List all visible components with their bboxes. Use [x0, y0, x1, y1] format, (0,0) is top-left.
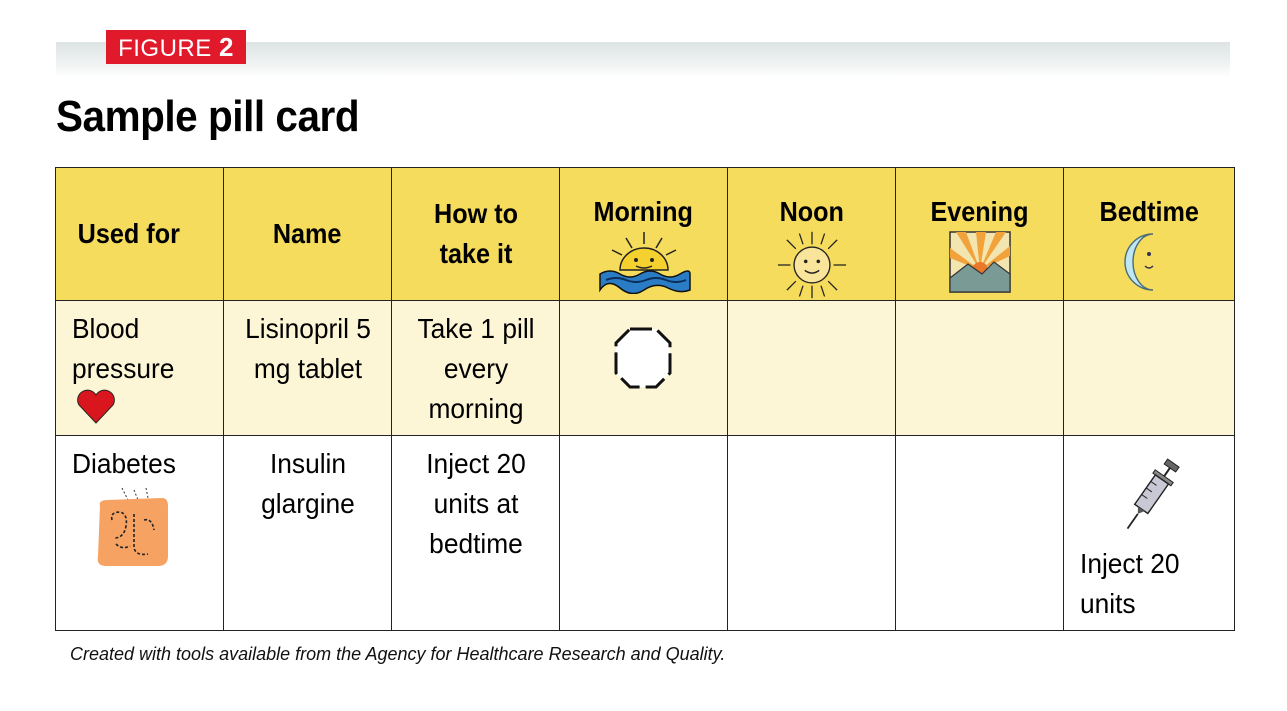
round-pill-icon [612, 325, 674, 391]
header-label: How to take it [433, 198, 518, 269]
header-how [392, 168, 560, 301]
cell-morning [560, 301, 728, 436]
cell-bedtime [1064, 436, 1235, 631]
medication-name: Insulin glargine [260, 448, 355, 519]
cell-noon [728, 436, 896, 631]
medication-name: Lisinopril 5 mg tablet [244, 313, 371, 384]
header-label: Morning [593, 196, 694, 227]
bedtime-text: Inject 20 units [1080, 548, 1180, 619]
used-for-text: Diabetes [72, 448, 176, 479]
figure-number: 2 [218, 32, 234, 62]
cell-name [224, 436, 392, 631]
used-for-text: Blood pressure [72, 313, 175, 384]
cell-name [224, 301, 392, 436]
header-evening [896, 168, 1064, 301]
table-row [56, 301, 1235, 436]
header-noon [728, 168, 896, 301]
cell-evening [896, 301, 1064, 436]
sunrise-icon [596, 230, 692, 294]
table-row [56, 436, 1235, 631]
instructions-text: Inject 20 units at bedtime [425, 448, 526, 559]
footnote: Created with tools available from the Agency for Healthcare Research and Quality. [70, 644, 726, 664]
heart-icon [76, 389, 116, 425]
figure-tag [106, 30, 246, 64]
header-used-for [56, 168, 224, 301]
pill-card-table [55, 167, 1235, 631]
header-label: Bedtime [1099, 196, 1199, 227]
header-label: Evening [930, 196, 1029, 227]
header-morning [560, 168, 728, 301]
cell-noon [728, 301, 896, 436]
instructions-text: Take 1 pill every morning [416, 313, 535, 424]
syringe-icon [1116, 452, 1186, 538]
cell-how [392, 436, 560, 631]
cell-evening [896, 436, 1064, 631]
header-name [224, 168, 392, 301]
header-row [56, 168, 1235, 301]
cell-how [392, 301, 560, 436]
figure-prefix: FIGURE [118, 35, 212, 62]
page-title: Sample pill card [56, 92, 360, 141]
cell-morning [560, 436, 728, 631]
moon-icon [1123, 230, 1175, 294]
sunset-icon [948, 230, 1012, 294]
cell-used-for [56, 301, 224, 436]
header-label: Used for [77, 218, 180, 249]
cell-used-for [56, 436, 224, 631]
cell-bedtime [1064, 301, 1235, 436]
header-label: Noon [779, 196, 844, 227]
header-label: Name [273, 218, 342, 249]
pancreas-icon [92, 486, 172, 570]
header-bedtime [1064, 168, 1235, 301]
sun-icon [770, 230, 854, 300]
